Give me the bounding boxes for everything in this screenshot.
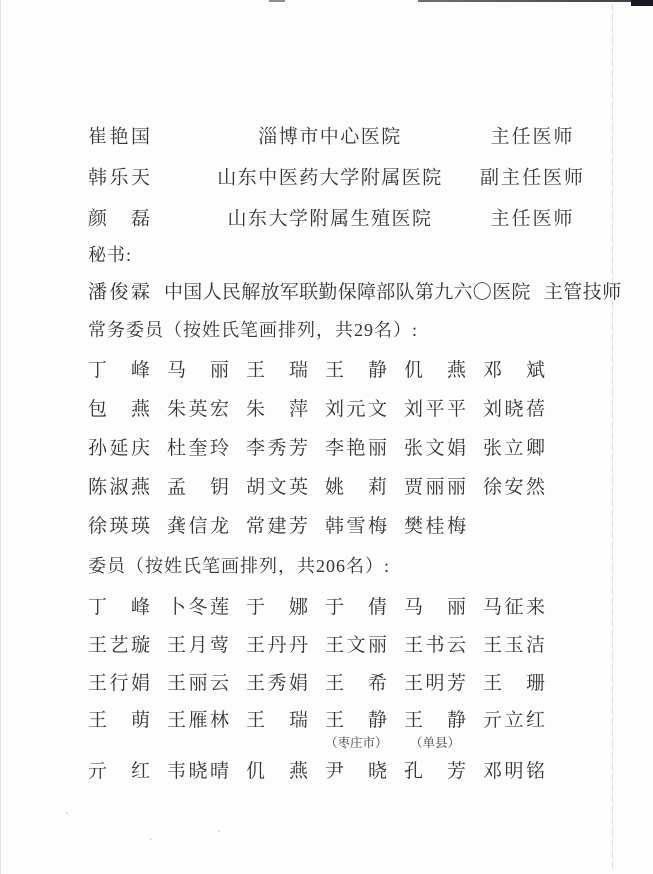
member-name: 王 静: [404, 710, 466, 731]
name-grid-row: [88, 624, 653, 662]
member-name: 王 希: [325, 672, 387, 694]
member-name: 邓 明 铭: [483, 760, 545, 782]
member-name-cell: [167, 511, 229, 538]
member-name-cell: [483, 705, 545, 732]
leader-organization: 山东大学附属生殖医院: [227, 208, 433, 229]
member-name-cell: [246, 592, 308, 619]
member-name-cell: [404, 756, 466, 783]
secretary-heading: 秘书:: [88, 245, 133, 265]
member-name-cell: [88, 668, 150, 695]
member-name: 亓 立 红: [483, 710, 545, 731]
leader-title: 副主任医师: [479, 167, 585, 188]
member-name-cell: [325, 394, 387, 421]
member-name-cell: [483, 756, 545, 783]
member-name: 李 艳 丽: [325, 438, 387, 459]
member-name-cell: [88, 756, 150, 783]
member-name-cell: [88, 630, 150, 657]
leader-row: [0, 114, 653, 155]
member-name-cell: [483, 394, 545, 421]
member-name: 孟 钥: [167, 477, 229, 498]
member-name: 杜 奎 玲: [167, 438, 229, 459]
member-name-cell: [246, 756, 308, 783]
member-name: 贾 丽 丽: [404, 477, 466, 498]
leader-title: 主任医师: [490, 126, 575, 147]
leader-name: 韩 乐 天: [88, 167, 150, 188]
member-name: 王 行 娟: [88, 672, 150, 694]
member-name: 王 丽 云: [167, 672, 229, 694]
member-name-cell: [167, 705, 229, 732]
member-name: 樊 桂 梅: [404, 516, 466, 537]
member-name: 王 艺 璇: [88, 634, 150, 656]
leader-name: 颜 磊: [88, 208, 150, 229]
member-name: 徐 安 然: [483, 477, 545, 498]
member-name-cell: [483, 668, 545, 695]
scan-speck: [150, 838, 152, 840]
member-name-cell: [88, 433, 150, 460]
member-name: 王 瑞: [246, 710, 308, 731]
member-name: 韦 晓 晴: [167, 760, 229, 782]
leader-title: 主任医师: [490, 208, 575, 229]
member-name: 陈 淑 燕: [88, 477, 150, 498]
member-name: 王 静: [325, 360, 387, 381]
member-name: 王 萌: [88, 710, 150, 731]
member-name-cell: [404, 705, 466, 751]
member-name: 王 丹 丹: [246, 634, 308, 656]
name-grid-row: [88, 466, 653, 505]
member-name-cell: [483, 472, 545, 499]
member-name: 王 明 芳: [404, 672, 466, 694]
member-name: 王 瑞: [246, 360, 308, 381]
member-name: 邓 斌: [483, 360, 545, 381]
leader-name: 崔 艳 国: [88, 126, 150, 147]
member-name: 韩 雪 梅: [325, 516, 387, 537]
member-name: 朱 英 宏: [167, 399, 229, 420]
member-name-cell: [483, 592, 545, 619]
members-name-grid: [0, 586, 653, 788]
member-name-cell: [246, 433, 308, 460]
member-name-cell: [167, 394, 229, 421]
name-grid-row: [88, 388, 653, 427]
member-name-cell: [88, 592, 150, 619]
leader-organization: 山东中医药大学附属医院: [217, 167, 443, 188]
member-name: 于 娜: [246, 596, 308, 618]
member-name-cell: [88, 394, 150, 421]
member-name-cell: [325, 630, 387, 657]
member-name-cell: [246, 355, 308, 382]
member-name: 李 秀 芳: [246, 438, 308, 459]
member-name-cell: [325, 433, 387, 460]
member-name-cell: [246, 394, 308, 421]
standing-committee-name-grid: [0, 349, 653, 544]
member-name-cell: [404, 394, 466, 421]
member-name-cell: [483, 630, 545, 657]
member-name: 刘 晓 蓓: [483, 399, 545, 420]
member-name-cell: [404, 511, 466, 538]
name-grid-row: [88, 349, 653, 388]
name-grid-row: [88, 662, 653, 700]
member-name: 王 月 莺: [167, 634, 229, 656]
standing-committee-heading: 常务委员（按姓氏笔画排列，共29名）:: [88, 320, 418, 340]
member-name-cell: [167, 355, 229, 382]
member-name: 马 丽: [167, 360, 229, 381]
name-grid-row: [88, 427, 653, 466]
member-name: 丁 峰: [88, 360, 150, 381]
member-name: 王 秀 娟: [246, 672, 308, 694]
member-name-cell: [167, 630, 229, 657]
member-name: 马 丽: [404, 596, 466, 618]
member-name: 龚 信 龙: [167, 516, 229, 537]
member-name-cell: [246, 668, 308, 695]
scan-speck: [66, 812, 68, 814]
name-grid-row: [88, 700, 653, 750]
member-name: 于 倩: [325, 596, 387, 618]
secretary-title: 主管技师: [543, 281, 622, 303]
member-name: 王 雁 林: [167, 710, 229, 731]
member-name: 朱 萍: [246, 399, 308, 420]
member-name-cell: [404, 668, 466, 695]
secretary-row: [88, 271, 653, 309]
member-name: 常 建 芳: [246, 516, 308, 537]
member-name-cell: [246, 472, 308, 499]
member-name: 王 玉 洁: [483, 634, 545, 656]
member-name-cell: [88, 705, 150, 732]
member-name: 刘 平 平: [404, 399, 466, 420]
member-name: 王 珊: [483, 672, 545, 694]
member-name-cell: [404, 472, 466, 499]
member-name-cell: [325, 756, 387, 783]
member-name: 孔 芳: [404, 760, 466, 782]
member-name-cell: [246, 511, 308, 538]
leader-organization: 淄博市中心医院: [258, 126, 402, 147]
member-name-cell: [167, 472, 229, 499]
member-name: 刘 元 文: [325, 399, 387, 420]
member-note: （单县）: [409, 736, 460, 750]
member-name: 王 书 云: [404, 634, 466, 656]
member-name-cell: [246, 630, 308, 657]
scan-speck: [218, 830, 220, 832]
member-name: 亓 红: [88, 760, 150, 782]
member-name-cell: [483, 433, 545, 460]
member-note: （枣庄市）: [325, 736, 388, 750]
name-grid-row: [88, 750, 653, 788]
member-name-cell: [88, 511, 150, 538]
member-name: 丁 峰: [88, 596, 150, 618]
name-grid-row: [88, 505, 653, 544]
member-name-cell: [404, 433, 466, 460]
member-name: 徐 瑛 瑛: [88, 516, 150, 537]
member-name-cell: [325, 668, 387, 695]
member-name-cell: [325, 592, 387, 619]
member-name: 包 燕: [88, 399, 150, 420]
secretary-name: 潘 俊 霖: [88, 281, 150, 303]
leader-row: [0, 155, 653, 196]
member-name-cell: [167, 668, 229, 695]
members-heading: 委员（按姓氏笔画排列，共206名）:: [88, 556, 390, 576]
member-name-cell: [167, 433, 229, 460]
member-name-cell: [88, 355, 150, 382]
member-name: 王 文 丽: [325, 634, 387, 656]
member-name: 姚 莉: [325, 477, 387, 498]
member-name-cell: [246, 705, 308, 732]
member-name-cell: [325, 472, 387, 499]
member-name-cell: [483, 355, 545, 382]
secretary-organization: 中国人民解放军联勤保障部队第九六〇医院: [164, 281, 531, 303]
member-name: 张 文 娟: [404, 438, 466, 459]
member-name-cell: [88, 472, 150, 499]
member-name: 张 立 卿: [483, 438, 545, 459]
member-name-cell: [167, 756, 229, 783]
member-name: 尹 晓: [325, 760, 387, 782]
member-name: 卜 冬 莲: [167, 596, 229, 618]
name-grid-row: [88, 586, 653, 624]
member-name-cell: [325, 705, 387, 751]
member-name-cell: [325, 511, 387, 538]
leader-row: [0, 196, 653, 237]
member-name: 王 静: [325, 710, 387, 731]
member-name-cell: [167, 592, 229, 619]
member-name: 马 征 来: [483, 596, 545, 618]
member-name: 仉 燕: [404, 360, 466, 381]
member-name-cell: [404, 355, 466, 382]
member-name: 胡 文 英: [246, 477, 308, 498]
member-name-cell: [404, 592, 466, 619]
member-name: 仉 燕: [246, 760, 308, 782]
member-name-cell: [325, 355, 387, 382]
member-name-cell: [404, 630, 466, 657]
member-name: 孙 延 庆: [88, 438, 150, 459]
